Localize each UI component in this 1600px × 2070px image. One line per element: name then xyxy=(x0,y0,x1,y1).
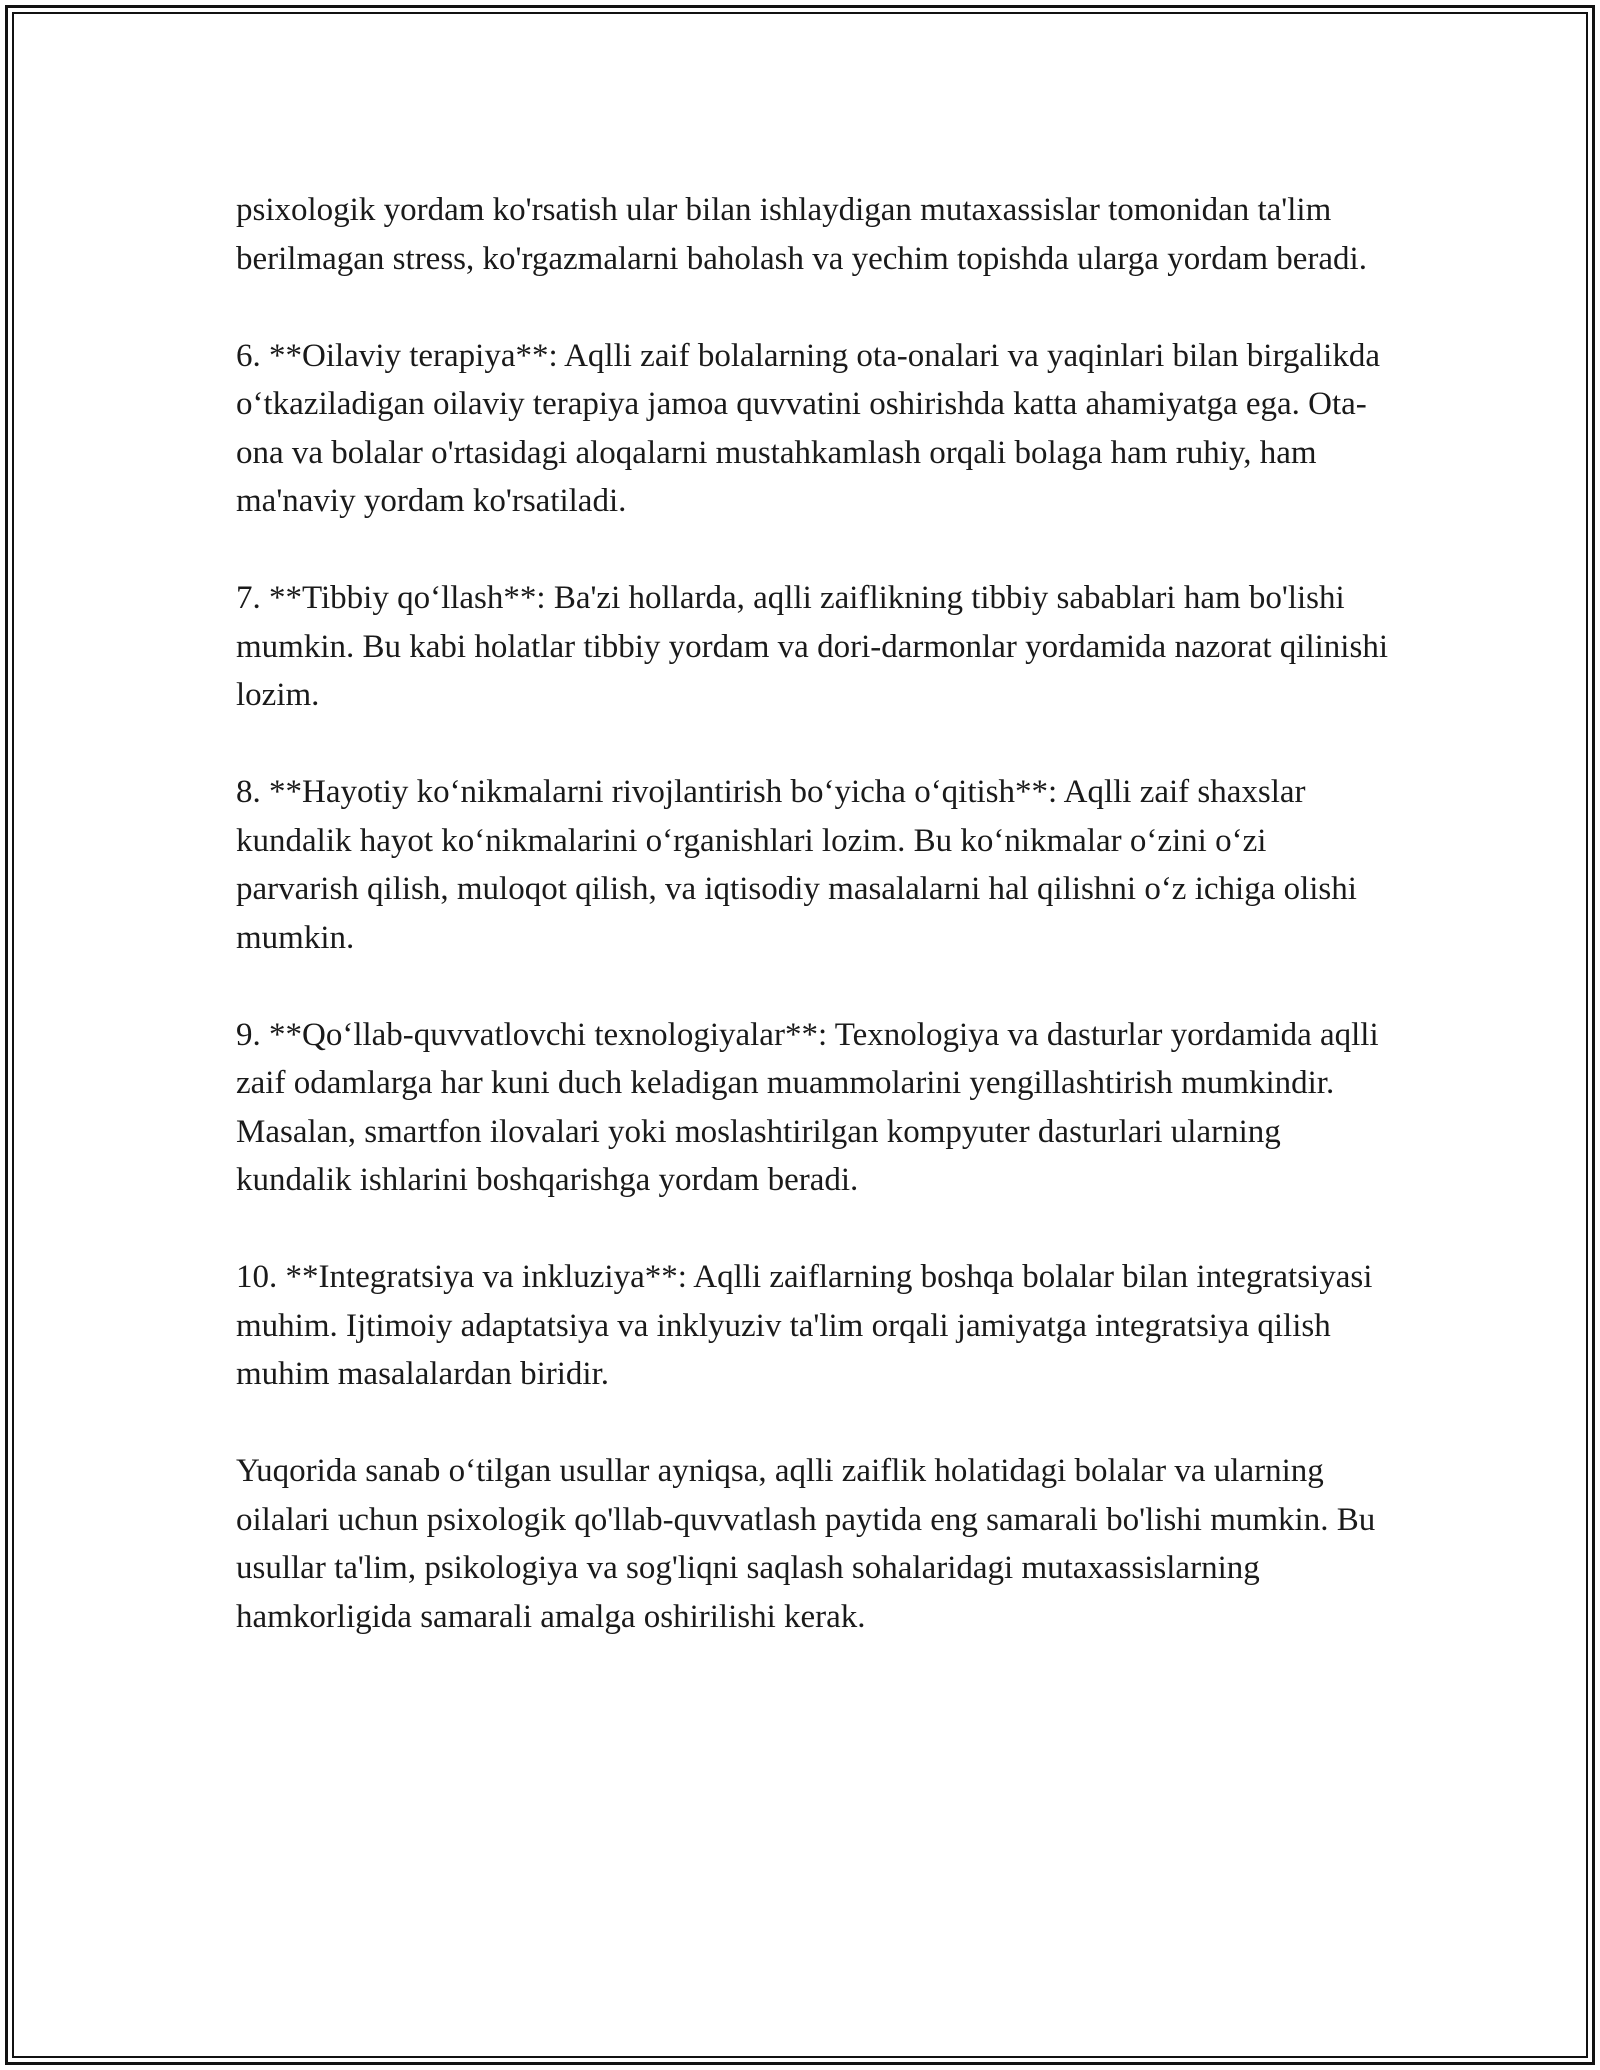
paragraph-item-10-integration: 10. **Integratsiya va inkluziya**: Aqlli zaiflarning boshqa bolalar bilan integratsiyasi muhim. Ijtimoiy adaptatsiya va inklyuziv ta'lim orqali jamiyatga integratsiya qilish muhim masalalardan biridir. xyxy=(236,1259,1373,1392)
paragraph-item-7-medical-support: 7. **Tibbiy qo‘llash**: Ba'zi hollarda, aqlli zaiflikning tibbiy sabablari ham bo'lishi mumkin. Bu kabi holatlar tibbiy yordam va dori-darmonlar yordamida nazorat qilinishi lozim. xyxy=(236,580,1388,713)
document-body xyxy=(236,186,1396,1641)
paragraph-item-6-family-therapy: 6. **Oilaviy terapiya**: Aqlli zaif bolalarning ota-onalari va yaqinlari bilan birgalikda o‘tkaziladigan oilaviy terapiya jamoa quvvatini oshirishda katta ahamiyatga ega. Ota-ona va bolalar o'rtasidagi aloqalarni mustahkamlash orqali bolaga ham ruhiy, ham ma'naviy yordam ko'rsatiladi. xyxy=(236,337,1380,519)
paragraph-item-9-assistive-technology: 9. **Qo‘llab-quvvatlovchi texnologiyalar**: Texnologiya va dasturlar yordamida aqlli zaif odamlarga har kuni duch keladigan muammolarini yengillashtirish mumkindir. Masalan, smartfon ilovalari yoki moslashtirilgan kompyuter dasturlari ularning kundalik ishlarini boshqarishga yordam beradi. xyxy=(236,1016,1379,1198)
paragraph-intro-continuation: psixologik yordam ko'rsatish ular bilan ishlaydigan mutaxassislar tomonidan ta'lim berilmagan stress, ko'rgazmalarni baholash va yechim topishda ularga yordam beradi. xyxy=(236,192,1367,277)
paragraph-item-8-life-skills: 8. **Hayotiy ko‘nikmalarni rivojlantirish bo‘yicha o‘qitish**: Aqlli zaif shaxslar kundalik hayot ko‘nikmalarini o‘rganishlari lozim. Bu ko‘nikmalar o‘zini o‘zi parvarish qilish, muloqot qilish, va iqtisodiy masalalarni hal qilishni o‘z ichiga olishi mumkin. xyxy=(236,774,1357,956)
paragraph-conclusion: Yuqorida sanab o‘tilgan usullar ayniqsa, aqlli zaiflik holatidagi bolalar va ularning oilalari uchun psixologik qo'llab-quvvatlash paytida eng samarali bo'lishi mumkin. Bu usullar ta'lim, psikologiya va sog'liqni saqlash sohalaridagi mutaxassislarning hamkorligida samarali amalga oshirilishi kerak. xyxy=(236,1453,1376,1635)
